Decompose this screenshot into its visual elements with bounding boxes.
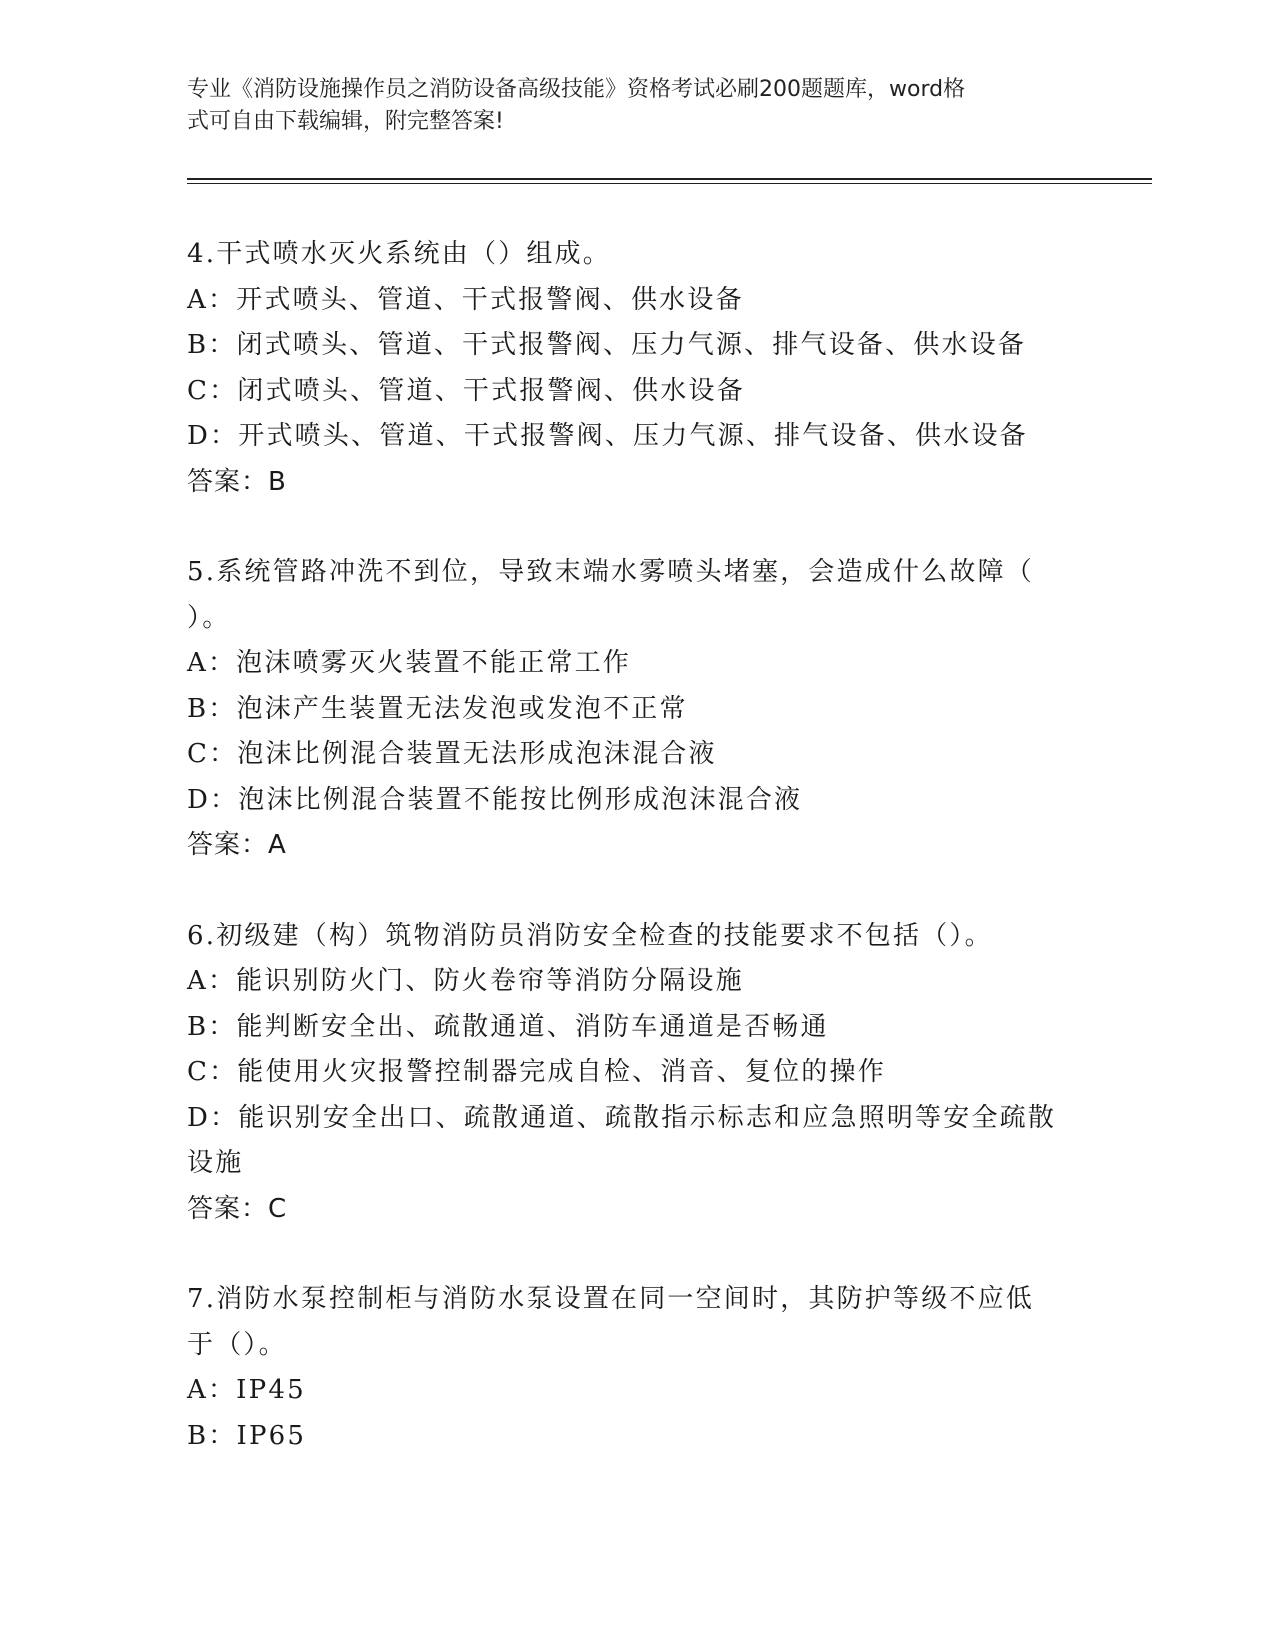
- question-stem: 4.干式喷水灭火系统由（）组成。: [187, 239, 612, 269]
- question-answer: 答案：B: [187, 466, 287, 497]
- question-option: A：IP45: [187, 1375, 306, 1405]
- question-option: 设施: [187, 1148, 244, 1178]
- question-option: A：能识别防火门、防火卷帘等消防分隔设施: [187, 966, 744, 996]
- question-option: B：能判断安全出、疏散通道、消防车通道是否畅通: [187, 1011, 829, 1042]
- question-item: [187, 232, 1067, 505]
- question-option: D：泡沫比例混合装置不能按比例形成泡沫混合液: [187, 784, 803, 815]
- question-stem: 6.初级建（构）筑物消防员消防安全检查的技能要求不包括（）。: [187, 920, 993, 951]
- question-answer: 答案：A: [187, 830, 287, 860]
- question-stem: 于（）。: [187, 1329, 287, 1360]
- question-stem: 5.系统管路冲洗不到位，导致末端水雾喷头堵塞，会造成什么故障（: [187, 557, 1035, 587]
- question-item: [187, 914, 1067, 1233]
- question-option: C：能使用火灾报警控制器完成自检、消音、复位的操作: [187, 1057, 886, 1087]
- question-option: A：泡沫喷雾灭火装置不能正常工作: [187, 648, 631, 678]
- question-option: B：闭式喷头、管道、干式报警阀、压力气源、排气设备、供水设备: [187, 330, 1027, 360]
- question-stem: ）。: [187, 602, 231, 633]
- question-item: [187, 550, 1067, 869]
- question-list: [187, 232, 1067, 1504]
- question-option: B：IP65: [187, 1420, 307, 1451]
- question-stem: 7.消防水泵控制柜与消防水泵设置在同一空间时，其防护等级不应低: [187, 1284, 1035, 1314]
- question-option: B：泡沫产生装置无法发泡或发泡不正常: [187, 693, 688, 724]
- question-option: C：闭式喷头、管道、干式报警阀、供水设备: [187, 375, 745, 406]
- question-option: A：开式喷头、管道、干式报警阀、供水设备: [187, 284, 744, 315]
- question-item: [187, 1277, 1067, 1459]
- header-line: 专业《消防设施操作员之消防设备高级技能》资格考试必刷200题题库，word格: [187, 77, 966, 102]
- question-option: C：泡沫比例混合装置无法形成泡沫混合液: [187, 739, 717, 769]
- document-header: [187, 74, 1077, 138]
- header-divider: [187, 178, 1152, 184]
- question-option: D：能识别安全出口、疏散通道、疏散指示标志和应急照明等安全疏散: [187, 1102, 1057, 1133]
- question-option: D：开式喷头、管道、干式报警阀、压力气源、排气设备、供水设备: [187, 421, 1028, 451]
- question-answer: 答案：C: [187, 1193, 288, 1224]
- header-line: 式可自由下载编辑，附完整答案!: [187, 109, 504, 134]
